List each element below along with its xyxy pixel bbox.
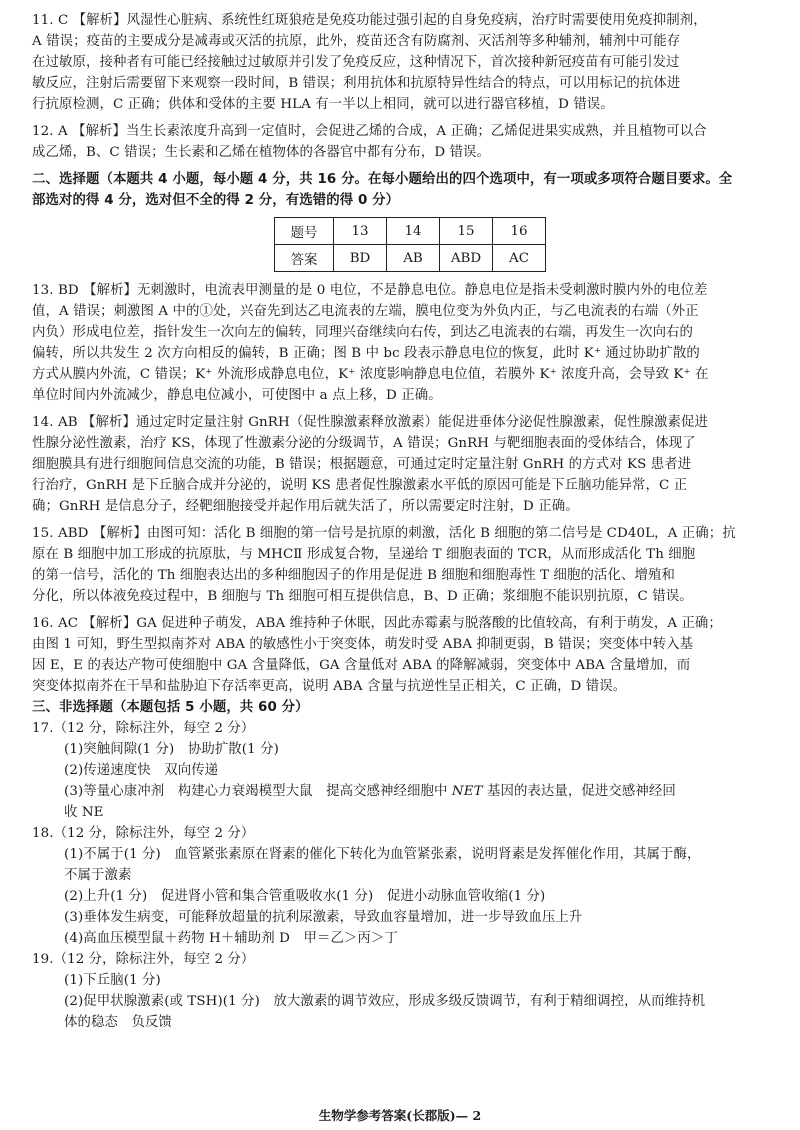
answer-line: 收 NE (64, 805, 104, 820)
text-line: A 错误；疫苗的主要成分是减毒或灭活的抗原，此外，疫苗还含有防腐剂、灭活剂等多种辅剂，辅剂中可能存 (32, 34, 681, 49)
text-line: 因 E，E 的表达产物可使细胞中 GA 含量降低，GA 含量低对 ABA 的降解减弱，突变体中 ABA 含量增加，而 (32, 658, 691, 673)
text-line: 13. BD 【解析】无刺激时，电流表甲测量的是 0 电位，不是静息电位。静息电位是指未受刺激时膜内外的电位差 (32, 283, 708, 298)
q14-explanation (32, 412, 760, 517)
text-line: 敏反应，注射后需要留下来观察一段时间，B 错误；利用抗体和抗原特异性结合的特点，可以用标记的抗体进 (32, 76, 681, 91)
text-line: 在过敏原，接种者有可能已经接触过过敏原并引发了免疫反应，这种情况下，首次接种新冠疫苗有可能引发过 (32, 55, 680, 70)
text-line: 确；GnRH 是信息分子，经靶细胞接受并起作用后就失活了，所以需要定时注射，D 正确。 (32, 499, 579, 514)
q17-answers (32, 718, 760, 823)
table-cell: 题号 (275, 218, 334, 245)
q16-explanation (32, 613, 760, 697)
text-line: 16. AC 【解析】GA 促进种子萌发，ABA 维持种子休眠，因此赤霉素与脱落酸的比值较高，有利于萌发，A 正确； (32, 616, 722, 631)
text-line: 单位时间内外流减少，静息电位减小，可使图中 a 点上移，D 正确。 (32, 388, 442, 403)
text-line: 内负）形成电位差，指针发生一次向左的偏转，同理兴奋继续向右传，到达乙电流表的右端，再发生一次向右的 (32, 325, 694, 340)
text-line: 由图 1 可知，野生型拟南芥对 ABA 的敏感性小于突变体，萌发时受 ABA 抑制更弱，B 错误；突变体中转入基 (32, 637, 694, 652)
text-line: 二、选择题（本题共 4 小题，每小题 4 分，共 16 分。在每小题给出的四个选项中，有一项或多项符合题目要求。全 (32, 172, 733, 187)
q15-explanation (32, 523, 760, 607)
answer-line: (3)垂体发生病变，可能释放超量的抗利尿激素，导致血容量增加，进一步导致血压上升 (64, 910, 583, 925)
question-heading: 18.（12 分，除标注外，每空 2 分） (32, 826, 255, 841)
answer-line: 不属于激素 (64, 868, 132, 883)
question-heading: 17.（12 分，除标注外，每空 2 分） (32, 721, 255, 736)
q11-explanation (32, 10, 760, 115)
text-line: 行抗原检测，C 正确；供体和受体的主要 HLA 有一半以上相同，就可以进行器官移植，D 错误。 (32, 97, 614, 112)
answer-table (274, 217, 546, 272)
text-line: 部选对的得 4 分，选对但不全的得 2 分，有选错的得 0 分） (32, 193, 400, 208)
answer-line: (2)传递速度快 双向传递 (64, 763, 219, 778)
text-line: 偏转，所以共发生 2 次方向相反的偏转，B 正确；图 B 中 bc 段表示静息电位的恢复，此时 K⁺ 通过协助扩散的 (32, 346, 700, 361)
answer-line: (1)下丘脑(1 分) (64, 973, 161, 988)
text-line: 成乙烯，B、C 错误；生长素和乙烯在植物体的各器官中都有分布，D 错误。 (32, 145, 491, 160)
answer-line: (2)促甲状腺激素(或 TSH)(1 分) 放大激素的调节效应，形成多级反馈调节，有利于精细调控，从而维持机 (64, 994, 706, 1009)
text-line: 行治疗，GnRH 是下丘脑合成并分泌的，说明 KS 患者促性腺激素水平低的原因可能是下丘脑功能异常，C 正 (32, 478, 688, 493)
table-cell: 答案 (275, 245, 334, 272)
table-cell: 14 (387, 218, 440, 245)
table-cell: AB (387, 245, 440, 272)
table-row (275, 218, 546, 245)
text-line: 方式从膜内外流，C 错误；K⁺ 外流形成静息电位，K⁺ 浓度影响静息电位值，若膜外 K⁺ 浓度升高，会导致 K⁺ 在 (32, 367, 709, 382)
table-cell: 13 (334, 218, 387, 245)
text-line: 分化，所以体液免疫过程中，B 细胞与 Th 细胞可相互提供信息，B、D 正确；浆细胞不能识别抗原，C 错误。 (32, 589, 693, 604)
table-row (275, 245, 546, 272)
q19-answers (32, 949, 760, 1033)
q18-answers (32, 823, 760, 949)
text-line: 的第一信号，活化的 Th 细胞表达出的多种细胞因子的作用是促进 B 细胞和细胞毒性 T 细胞的活化、增殖和 (32, 568, 675, 583)
text-line: 11. C 【解析】风湿性心脏病、系统性红斑狼疮是免疫功能过强引起的自身免疫病，治疗时需要使用免疫抑制剂， (32, 13, 707, 28)
text-line: 值，A 错误；刺激图 A 中的①处，兴奋先到达乙电流表的左端，膜电位变为外负内正，与乙电流表的右端（外正 (32, 304, 699, 319)
page-footer: 生物学参考答案(长郡版)— 2 (318, 1108, 482, 1123)
text-line: 突变体拟南芥在干旱和盐胁迫下存活率更高，说明 ABA 含量与抗逆性呈正相关，C 正确，D 错误。 (32, 679, 627, 694)
text-line: 12. A 【解析】当生长素浓度升高到一定值时，会促进乙烯的合成，A 正确；乙烯促进果实成熟，并且植物可以合 (32, 124, 707, 139)
table-cell: 16 (493, 218, 546, 245)
answer-line: (1)不属于(1 分) 血管紧张素原在肾素的催化下转化为血管紧张素，说明肾素是发挥催化作用，其属于酶， (64, 847, 701, 862)
answer-text: 基因的表达量，促进交感神经回 (482, 784, 676, 799)
text-line: 原在 B 细胞中加工形成的抗原肽，与 MHCⅡ 形成复合物，呈递给 T 细胞表面的 TCR，从而形成活化 Th 细胞 (32, 547, 696, 562)
table-cell: BD (334, 245, 387, 272)
question-heading: 19.（12 分，除标注外，每空 2 分） (32, 952, 255, 967)
text-line: 细胞膜具有进行细胞间信息交流的功能，B 错误；根据题意，可通过定时定量注射 GnRH 的方式对 KS 患者进 (32, 457, 692, 472)
answer-line: (2)上升(1 分) 促进肾小管和集合管重吸收水(1 分) 促进小动脉血管收缩(1 分) (64, 889, 546, 904)
gene-name: NET (451, 784, 483, 799)
table-cell: AC (493, 245, 546, 272)
text-line: 性腺分泌性激素，治疗 KS，体现了性激素分泌的分级调节，A 错误；GnRH 与靶细胞表面的受体结合，体现了 (32, 436, 696, 451)
table-cell: ABD (440, 245, 493, 272)
answer-line: (1)突触间隙(1 分) 协助扩散(1 分) (64, 742, 279, 757)
answer-line (32, 781, 760, 802)
answer-text: (3)等量心康冲剂 构建心力衰竭模型大鼠 提高交感神经细胞中 (64, 784, 452, 799)
text-line: 15. ABD 【解析】由图可知：活化 B 细胞的第一信号是抗原的刺激，活化 B 细胞的第二信号是 CD40L，A 正确；抗 (32, 526, 736, 541)
q12-explanation (32, 121, 760, 163)
section-3-heading: 三、非选择题（本题包括 5 小题，共 60 分） (32, 700, 309, 715)
answer-line: (4)高血压模型鼠＋药物 H＋辅助剂 D 甲＝乙＞丙＞丁 (64, 931, 398, 946)
answer-line: 体的稳态 负反馈 (64, 1015, 172, 1030)
table-cell: 15 (440, 218, 493, 245)
section-2-heading (32, 169, 760, 211)
text-line: 14. AB 【解析】通过定时定量注射 GnRH（促性腺激素释放激素）能促进垂体分泌促性腺激素，促性腺激素促进 (32, 415, 708, 430)
q13-explanation (32, 280, 760, 406)
